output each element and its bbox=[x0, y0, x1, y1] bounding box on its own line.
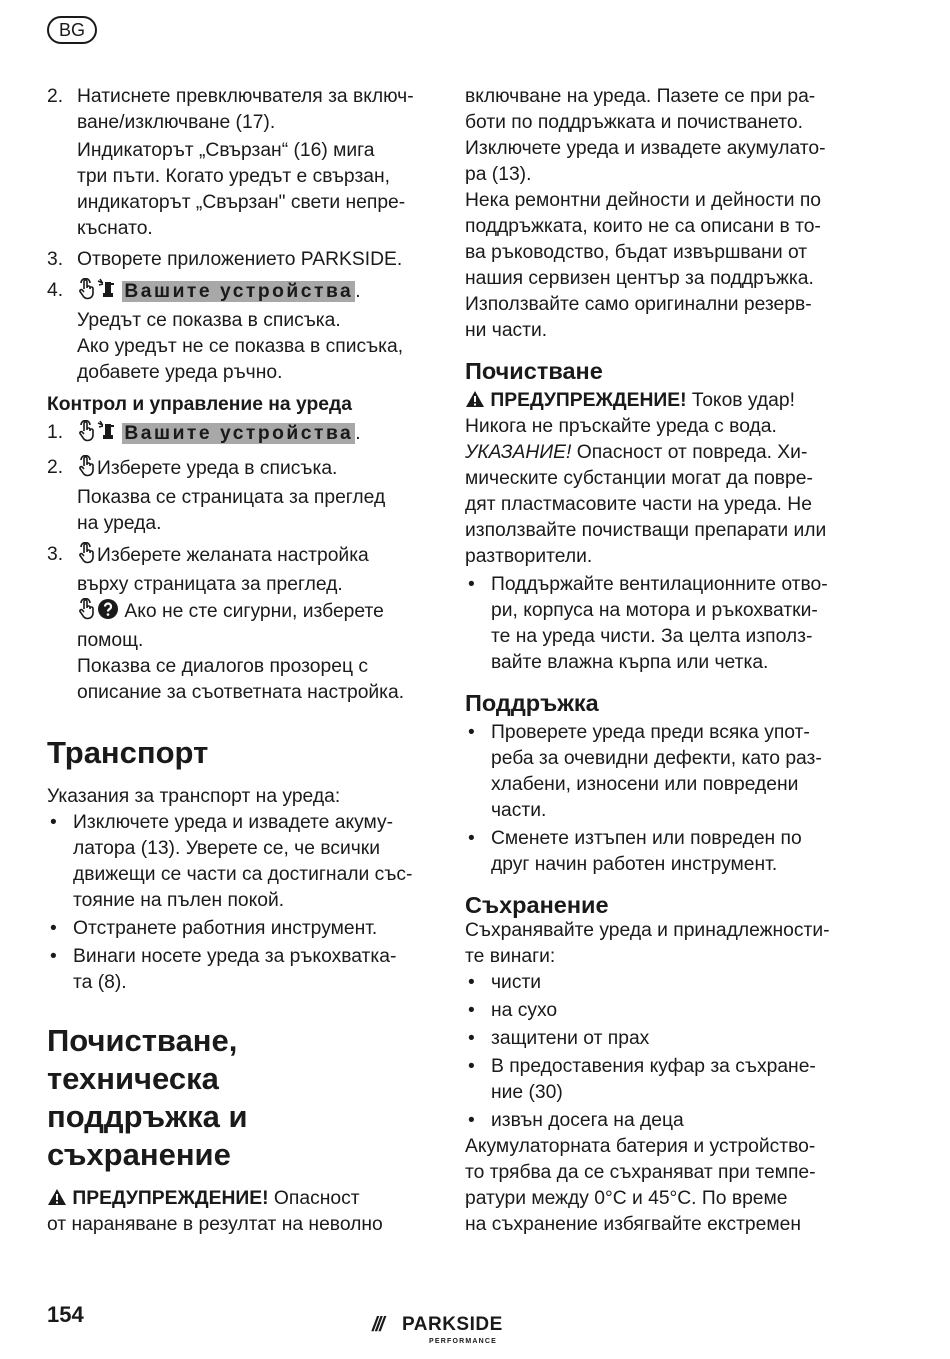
list-item bbox=[465, 826, 855, 878]
text-line: ни части. bbox=[465, 320, 548, 341]
text-line: боти по поддръжката и почистването. bbox=[465, 112, 803, 133]
text-line: чисти bbox=[491, 972, 542, 993]
text-line: Поддържайте вентилационните отво- bbox=[491, 574, 828, 595]
bullet-dot: • bbox=[468, 574, 475, 595]
text-line: включване на уреда. Пазете се при ра- bbox=[465, 86, 816, 107]
text-line: Съхранявайте уреда и принадлежности- bbox=[465, 920, 830, 941]
bullet-dot: • bbox=[468, 1056, 475, 1077]
text-line: латора (13). Уверете се, че всички bbox=[73, 838, 381, 859]
text-line: Проверете уреда преди всяка упот- bbox=[491, 722, 810, 743]
maintenance-heading: Поддръжка bbox=[465, 690, 599, 716]
transport-intro: Указания за транспорт на уреда: bbox=[47, 786, 341, 807]
text-line: описание за съответната настройка. bbox=[77, 682, 405, 703]
tool-device-icon bbox=[97, 278, 117, 308]
text-line: то трябва да се съхраняват при темпе- bbox=[465, 1162, 816, 1183]
text-line: хлабени, износени или повредени bbox=[491, 774, 799, 795]
setup-steps bbox=[47, 84, 432, 273]
text-line: помощ. bbox=[77, 630, 144, 651]
bullet-dot: • bbox=[468, 1000, 475, 1021]
cleaning-maintenance-title bbox=[47, 1022, 432, 1174]
list-item bbox=[465, 970, 855, 996]
text-line: мическите субстанции могат да повре- bbox=[465, 468, 813, 489]
transport-list bbox=[47, 810, 432, 996]
left-column: 2. Натиснете превключвателя за включ- ване/изключване (17). Индикаторът „Свързан“ (16) мига три пъти. Когато уредът е свързан, индикаторът „Свързан" свети непре- къснато. 3. Отворете приложението PARKSIDE. 4. Вашите устройства . Уредът се показва в списъка. Ако уредът не се показва в списъка, добавете уреда ръчно. Контрол и управление на уреда 1. Вашите устройства . 2. Изберете уреда в списъка. Показва се страницата за преглед на уреда. 3. Изберете желаната настройка върху страницата за преглед. Ако не сте сигурни, изберете помощ. Показва се диалогов прозорец с описание за съответната настройка. Транспорт Указания за транспорт на уреда: • Изключете уреда и извадете акуму- латора (13). Уверете се, че всички движещи се части са достигнали със- тояние на пълен покой. • Отстранете работния инструмент. • Винаги носете уреда за ръкохватка- та (8). Почистване, техническа поддръжка и съхранение ПРЕДУПРЕЖДЕНИЕ! Опасност от нараняване в резултат на неволно bbox=[47, 84, 432, 1238]
text-line: нашия сервизен център за поддръжка. bbox=[465, 268, 814, 289]
language-badge: BG bbox=[47, 16, 97, 44]
text-line: Изключете уреда и извадете акумулато- bbox=[465, 138, 826, 159]
tap-icon bbox=[77, 542, 97, 572]
list-item bbox=[47, 916, 432, 942]
tool-device-icon bbox=[97, 420, 117, 450]
text-line: Почистване, bbox=[47, 1023, 238, 1058]
bullet-dot: • bbox=[50, 946, 57, 967]
text-line: ване/изключване (17). bbox=[77, 112, 276, 133]
bullet-dot: • bbox=[468, 1110, 475, 1131]
bullet-dot: • bbox=[50, 812, 57, 833]
text-line: части. bbox=[491, 800, 547, 821]
text-line: тояние на пълен покой. bbox=[73, 890, 285, 911]
storage-heading: Съхранение bbox=[465, 892, 609, 918]
warning-icon bbox=[47, 1188, 67, 1206]
control-step-1: 1. Вашите устройства . bbox=[47, 420, 432, 450]
text-line: разтворители. bbox=[465, 546, 593, 567]
text-line: реба за очевидни дефекти, като раз- bbox=[491, 748, 822, 769]
transport-title: Транспорт bbox=[47, 735, 209, 770]
text-line: ва ръководство, бъдат извършвани от bbox=[465, 242, 808, 263]
text-line: извън досега на деца bbox=[491, 1110, 684, 1131]
bullet-dot: • bbox=[468, 722, 475, 743]
tap-icon bbox=[77, 278, 97, 308]
text-line: движещи се части са достигнали със- bbox=[73, 864, 413, 885]
text-line: ри, корпуса на мотора и ръкохватки- bbox=[491, 600, 818, 621]
text-line: ра (13). bbox=[465, 164, 532, 185]
cleaning-warning: ПРЕДУПРЕЖДЕНИЕ! Опасност bbox=[47, 1186, 432, 1212]
your-devices-menu[interactable]: Вашите устройства bbox=[124, 281, 354, 302]
text-line: Сменете изтъпен или повреден по bbox=[491, 828, 802, 849]
text-line: на уреда. bbox=[77, 513, 162, 534]
text-line: използвайте почистващи препарати или bbox=[465, 520, 827, 541]
bullet-dot: • bbox=[468, 828, 475, 849]
cleaning-list bbox=[465, 572, 855, 676]
text-line: Акумулаторната батерия и устройство- bbox=[465, 1136, 816, 1157]
bullet-dot: • bbox=[50, 918, 57, 939]
right-column bbox=[465, 84, 855, 1238]
your-devices-menu[interactable]: Вашите устройства bbox=[124, 423, 354, 444]
note: УКАЗАНИЕ! Опасност от повреда. Хи- bbox=[465, 442, 808, 463]
text-line: Уредът се показва в списъка. bbox=[77, 310, 341, 331]
bullet-dot: • bbox=[468, 1028, 475, 1049]
text-line: техническа bbox=[47, 1061, 219, 1096]
step-4: 4. Вашите устройства . Уредът се показва в списъка. Ако уредът не се показва в списъка, добавете уреда ръчно. bbox=[47, 278, 432, 386]
text-line: индикаторът „Свързан" свети непре- bbox=[77, 192, 406, 213]
list-item bbox=[465, 1026, 855, 1052]
text-line: Показва се страницата за преглед bbox=[77, 487, 386, 508]
text-line: три пъти. Когато уредът е свързан, bbox=[77, 166, 391, 187]
text-line: на съхранение избягвайте екстремен bbox=[465, 1214, 801, 1235]
text-line: Винаги носете уреда за ръкохватка- bbox=[73, 946, 397, 967]
text-line: Отстранете работния инструмент. bbox=[73, 918, 378, 939]
text-line: съхранение bbox=[47, 1137, 231, 1172]
storage-list bbox=[465, 970, 855, 1134]
tap-icon bbox=[77, 455, 97, 485]
text-line: дят пластмасовите части на уреда. Не bbox=[465, 494, 812, 515]
step-number: 2. bbox=[47, 86, 64, 107]
tap-icon bbox=[77, 420, 97, 450]
text-line: Нека ремонтни дейности и дейности по bbox=[465, 190, 821, 211]
parkside-logo: /// PARKSIDE PERFORMANCE bbox=[372, 1314, 503, 1345]
maintenance-intro bbox=[465, 84, 855, 344]
text-line: Използвайте само оригинални резерв- bbox=[465, 294, 812, 315]
help-icon[interactable] bbox=[97, 598, 119, 628]
text-line: Изключете уреда и извадете акуму- bbox=[73, 812, 394, 833]
text-line: къснато. bbox=[77, 218, 153, 239]
list-item bbox=[465, 720, 855, 824]
text-line: върху страницата за преглед. bbox=[77, 574, 343, 595]
shock-warning: ПРЕДУПРЕЖДЕНИЕ! Токов удар! bbox=[465, 388, 855, 414]
text-line: поддръжка и bbox=[47, 1099, 248, 1134]
text-line: Отворете приложението PARKSIDE. bbox=[77, 249, 403, 270]
text-line: Никога не пръскайте уреда с вода. bbox=[465, 416, 777, 437]
text-line: В предоставения куфар за съхране- bbox=[491, 1056, 816, 1077]
list-item bbox=[465, 1054, 855, 1106]
text-line: ратури между 0°C и 45°C. По време bbox=[465, 1188, 788, 1209]
control-step-3: 3. Изберете желаната настройка върху страницата за преглед. Ако не сте сигурни, изберете помощ. Показва се диалогов прозорец с описание за съответната настройка. bbox=[47, 542, 432, 706]
step-number: 3. bbox=[47, 249, 64, 270]
text-line: на сухо bbox=[491, 1000, 558, 1021]
text-line: те на уреда чисти. За целта използ- bbox=[491, 626, 813, 647]
list-item bbox=[47, 810, 432, 914]
list-item bbox=[465, 1108, 855, 1134]
text-line: Натиснете превключвателя за включ- bbox=[77, 86, 414, 107]
text-line: поддръжката, които не са описани в то- bbox=[465, 216, 821, 237]
text-line: те винаги: bbox=[465, 946, 556, 967]
text-line: та (8). bbox=[73, 972, 127, 993]
text-line: ние (30) bbox=[491, 1082, 563, 1103]
text-line: защитени от прах bbox=[491, 1028, 650, 1049]
list-item bbox=[47, 247, 432, 273]
text-line: Показва се диалогов прозорец с bbox=[77, 656, 368, 677]
text-line: добавете уреда ръчно. bbox=[77, 362, 283, 383]
maintenance-list bbox=[465, 720, 855, 878]
list-item bbox=[465, 572, 855, 676]
tap-icon bbox=[77, 598, 97, 628]
warning-icon bbox=[465, 390, 485, 408]
control-heading: Контрол и управление на уреда bbox=[47, 394, 352, 415]
page-number: 154 bbox=[47, 1302, 84, 1327]
text-line: Индикаторът „Свързан“ (16) мига bbox=[77, 140, 375, 161]
text-line: друг начин работен инструмент. bbox=[491, 854, 778, 875]
bullet-dot: • bbox=[468, 972, 475, 993]
list-item bbox=[465, 998, 855, 1024]
text-line: Ако уредът не се показва в списъка, bbox=[77, 336, 404, 357]
cleaning-heading: Почистване bbox=[465, 358, 603, 384]
list-item bbox=[47, 84, 432, 242]
list-item bbox=[47, 944, 432, 996]
control-step-2: 2. Изберете уреда в списъка. Показва се страницата за преглед на уреда. bbox=[47, 455, 432, 537]
text-line: вайте влажна кърпа или четка. bbox=[491, 652, 769, 673]
